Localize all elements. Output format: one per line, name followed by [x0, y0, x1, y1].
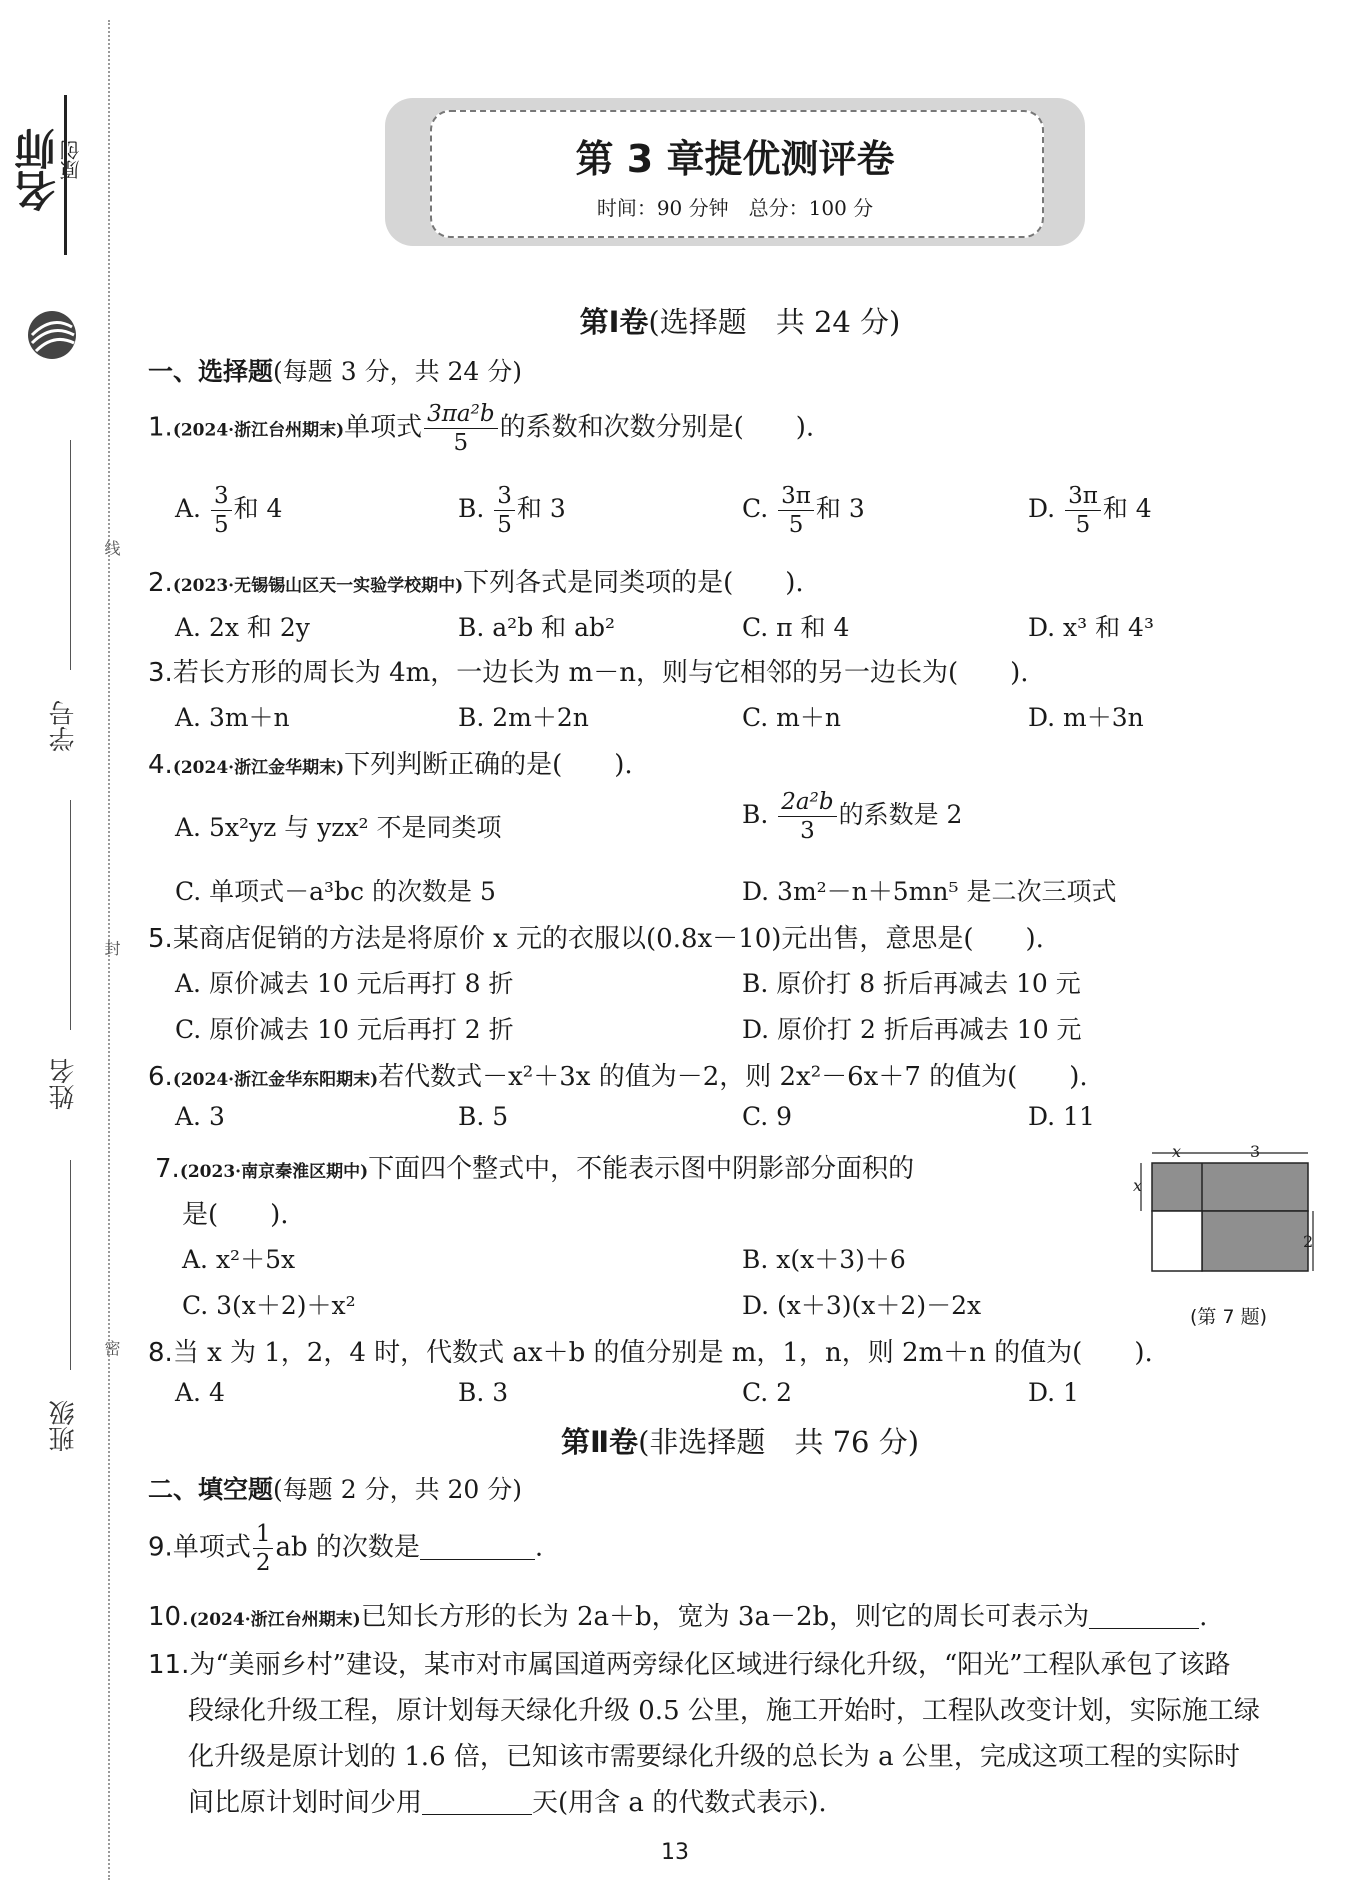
q3-option-a[interactable]: A. 3m＋n: [175, 703, 290, 732]
q2-source: (2023·无锡锡山区天一实验学校期中): [172, 576, 464, 596]
fig-shade-top: [1152, 1163, 1308, 1211]
q7-figure: [1133, 1142, 1315, 1305]
q4-number: 4.: [148, 750, 173, 780]
q1-frac-num: 3πa²b: [427, 401, 495, 427]
binding-mark-seal: 封: [102, 940, 121, 956]
q1-a-num: 3: [213, 483, 229, 509]
q4-text: 下列判断正确的是( ).: [344, 750, 633, 780]
q1-option-b[interactable]: [458, 482, 566, 539]
q1-c-num: 3π: [781, 483, 811, 509]
fig-label-x-top: x: [1172, 1142, 1182, 1161]
question-4: [148, 744, 633, 781]
q1-d-tail: 和 4: [1102, 494, 1152, 523]
q11-line4-post: 天(用含 a 的代数式表示).: [532, 1788, 827, 1818]
q8-text: 当 x 为 1，2，4 时，代数式 ax＋b 的值分别是 m，1，n，则 2m＋n 的值为( ).: [172, 1338, 1153, 1368]
part-2-heading: [148, 1470, 522, 1506]
q1-a-letter: A.: [175, 494, 202, 523]
fig-label-2: 2: [1303, 1232, 1314, 1251]
binding-line-3: [70, 1160, 71, 1370]
binding-mark-line: 线: [102, 540, 121, 556]
q10-number: 10.: [148, 1602, 190, 1632]
q8-option-b[interactable]: B. 3: [458, 1378, 509, 1407]
question-1: [148, 400, 814, 457]
q1-fraction: [424, 400, 497, 457]
page-subtitle: 时间：90 分钟 总分：100 分: [596, 196, 874, 220]
q3-option-c[interactable]: C. m＋n: [742, 703, 841, 732]
binding-label-class: 班级: [49, 1400, 79, 1452]
q1-a-den: 5: [211, 510, 232, 539]
q8-number: 8.: [148, 1338, 173, 1368]
section-1-title: 第Ⅰ卷: [579, 305, 649, 339]
q3-text: 若长方形的周长为 4m，一边长为 m－n，则与它相邻的另一边长为( ).: [172, 658, 1029, 688]
binding-mark-secret: 密: [102, 1340, 121, 1356]
q9-fraction: [253, 1520, 274, 1577]
q1-post: 的系数和次数分别是( ).: [499, 412, 815, 443]
part-1-heading: [148, 352, 522, 388]
brand-name: 名师: [13, 128, 62, 212]
question-2: [148, 562, 804, 599]
question-3: [148, 652, 1029, 689]
part-2-note: (每题 2 分，共 20 分): [273, 1475, 523, 1504]
q11-number: 11.: [148, 1650, 190, 1680]
section-1-heading: [140, 300, 1340, 341]
q1-option-d[interactable]: [1028, 482, 1152, 539]
q2-option-b[interactable]: B. a²b 和 ab²: [458, 613, 616, 642]
q3-option-b[interactable]: B. 2m＋2n: [458, 703, 589, 732]
q8-option-c[interactable]: C. 2: [742, 1378, 793, 1407]
fig-label-x-left: x: [1133, 1176, 1143, 1195]
q1-d-den: 5: [1065, 510, 1101, 539]
q5-option-a[interactable]: A. 原价减去 10 元后再打 8 折: [175, 969, 514, 998]
q1-d-num: 3π: [1068, 483, 1098, 509]
q1-option-a[interactable]: [175, 482, 282, 539]
question-10: [148, 1596, 1207, 1633]
q7-figure-caption: (第 7 题): [1190, 1306, 1267, 1328]
binding-line-2: [70, 800, 71, 1030]
q9-end: .: [534, 1532, 544, 1563]
q9-post: ab 的次数是: [275, 1532, 420, 1563]
q7-text: 下面四个整式中，不能表示图中阴影部分面积的: [368, 1154, 915, 1184]
q2-text: 下列各式是同类项的是( ).: [463, 568, 804, 598]
q10-end: .: [1199, 1602, 1208, 1632]
section-2-title: 第Ⅱ卷: [560, 1425, 639, 1459]
question-8: [148, 1332, 1153, 1369]
q6-number: 6.: [148, 1062, 173, 1092]
q5-text: 某商店促销的方法是将原价 x 元的衣服以(0.8x－10)元出售，意思是( ).: [172, 924, 1044, 954]
q1-number: 1.: [148, 412, 173, 443]
q1-frac-den: 5: [424, 428, 497, 457]
q1-option-c[interactable]: [742, 482, 865, 539]
q11-answer-blank[interactable]: [422, 1790, 532, 1815]
q4-b-num: 2a²b: [781, 789, 834, 815]
q7-option-a[interactable]: A. x²＋5x: [182, 1245, 296, 1274]
q9-answer-blank[interactable]: [420, 1535, 535, 1560]
fig-shade-right: [1202, 1211, 1308, 1271]
q6-option-d[interactable]: D. 11: [1028, 1102, 1095, 1131]
q6-text: 若代数式－x²＋3x 的值为－2，则 2x²－6x＋7 的值为( ).: [378, 1062, 1088, 1092]
q9-frac-den: 2: [253, 1548, 274, 1577]
q1-b-tail: 和 3: [516, 494, 566, 523]
fig-white: [1152, 1211, 1202, 1271]
page-number: 13: [661, 1840, 689, 1865]
q9-pre: 单项式: [172, 1532, 251, 1563]
q6-option-a[interactable]: A. 3: [175, 1102, 225, 1131]
q7-option-b[interactable]: B. x(x＋3)＋6: [742, 1245, 906, 1274]
q1-c-den: 5: [778, 510, 814, 539]
q4-option-a[interactable]: A. 5x²yz 与 yzx² 不是同类项: [175, 813, 502, 842]
q7-option-d[interactable]: D. (x＋3)(x＋2)－2x: [742, 1291, 982, 1320]
section-2-note: (非选择题 共 76 分): [638, 1425, 920, 1459]
part-1-title: 一、选择题: [148, 357, 274, 386]
q10-source: (2024·浙江台州期末): [189, 1610, 361, 1630]
q1-b-letter: B.: [458, 494, 485, 523]
q4-b-frac: [778, 788, 836, 845]
q1-b-num: 3: [497, 483, 512, 509]
question-5: [148, 918, 1044, 955]
fig-label-3: 3: [1250, 1142, 1261, 1161]
question-11: [148, 1644, 1231, 1681]
q4-source: (2024·浙江金华期末): [172, 758, 345, 778]
brand-logo-icon: [22, 305, 82, 365]
q8-option-d[interactable]: D. 1: [1028, 1378, 1079, 1407]
q11-line4-pre: 间比原计划时间少用: [188, 1788, 423, 1818]
q1-b-den: 5: [494, 510, 515, 539]
q9-frac-num: 1: [255, 1521, 271, 1547]
part-1-note: (每题 3 分，共 24 分): [273, 357, 523, 386]
q4-b-letter: B.: [742, 800, 769, 829]
brand-sub: 原创: [59, 140, 83, 180]
q1-source: (2024·浙江台州期末): [172, 420, 345, 441]
q1-d-frac: [1065, 482, 1101, 539]
q1-c-frac: [778, 482, 814, 539]
q1-c-tail: 和 3: [815, 494, 865, 523]
q6-source: (2024·浙江金华东阳期末): [172, 1070, 379, 1090]
question-11-line2: 段绿化升级工程，原计划每天绿化升级 0.5 公里，施工开始时，工程队改变计划，实际施工绿: [188, 1696, 1260, 1726]
q8-option-a[interactable]: A. 4: [175, 1378, 225, 1407]
q5-option-d[interactable]: D. 原价打 2 折后再减去 10 元: [742, 1015, 1082, 1044]
q10-answer-blank[interactable]: [1089, 1604, 1199, 1629]
q2-option-d[interactable]: D. x³ 和 4³: [1028, 613, 1154, 642]
binding-line-1: [70, 440, 71, 670]
binding-label-id: 学号: [49, 700, 79, 752]
binding-label-name: 姓名: [49, 1058, 79, 1110]
q7-option-c[interactable]: C. 3(x＋2)＋x²: [182, 1291, 356, 1320]
page-title: 第 3 章提优测评卷: [575, 137, 895, 181]
part-2-title: 二、填空题: [148, 1475, 274, 1504]
q4-option-b[interactable]: [742, 788, 962, 845]
q3-number: 3.: [148, 658, 173, 688]
q9-number: 9.: [148, 1532, 173, 1563]
q1-c-letter: C.: [742, 494, 769, 523]
q4-option-d[interactable]: D. 3m²－n＋5mn⁵ 是二次三项式: [742, 877, 1117, 906]
section-1-note: (选择题 共 24 分): [648, 305, 901, 339]
q2-number: 2.: [148, 568, 173, 598]
q5-number: 5.: [148, 924, 173, 954]
question-6: [148, 1056, 1088, 1093]
q1-d-letter: D.: [1028, 494, 1056, 523]
q1-b-frac: [494, 482, 515, 539]
question-11-line3: 化升级是原计划的 1.6 倍，已知该市需要绿化升级的总长为 a 公里，完成这项工程的实际时: [188, 1742, 1240, 1772]
q5-option-b[interactable]: B. 原价打 8 折后再减去 10 元: [742, 969, 1081, 998]
q6-option-c[interactable]: C. 9: [742, 1102, 793, 1131]
q1-a-tail: 和 4: [233, 494, 283, 523]
q2-option-a[interactable]: A. 2x 和 2y: [175, 613, 310, 642]
question-7-cont: 是( ).: [182, 1200, 289, 1230]
q10-text: 已知长方形的长为 2a＋b，宽为 3a－2b，则它的周长可表示为: [360, 1602, 1090, 1632]
question-9: [148, 1520, 543, 1577]
q2-option-c[interactable]: C. π 和 4: [742, 613, 850, 642]
q5-option-c[interactable]: C. 原价减去 10 元后再打 2 折: [175, 1015, 514, 1044]
q7-number: 7.: [155, 1154, 180, 1184]
q3-option-d[interactable]: D. m＋3n: [1028, 703, 1144, 732]
q4-b-den: 3: [778, 816, 836, 845]
q4-option-c[interactable]: C. 单项式－a³bc 的次数是 5: [175, 877, 496, 906]
q1-pre: 单项式: [344, 412, 423, 443]
question-7: [155, 1148, 914, 1185]
q7-source: (2023·南京秦淮区期中): [179, 1162, 369, 1182]
q4-b-tail: 的系数是 2: [838, 800, 963, 829]
section-2-heading: [140, 1420, 1340, 1461]
q1-a-frac: [211, 482, 232, 539]
q6-option-b[interactable]: B. 5: [458, 1102, 509, 1131]
question-11-line4: [188, 1782, 827, 1819]
q11-line1: 为“美丽乡村”建设，某市对市属国道两旁绿化区域进行绿化升级，“阳光”工程队承包了该路: [189, 1650, 1231, 1680]
